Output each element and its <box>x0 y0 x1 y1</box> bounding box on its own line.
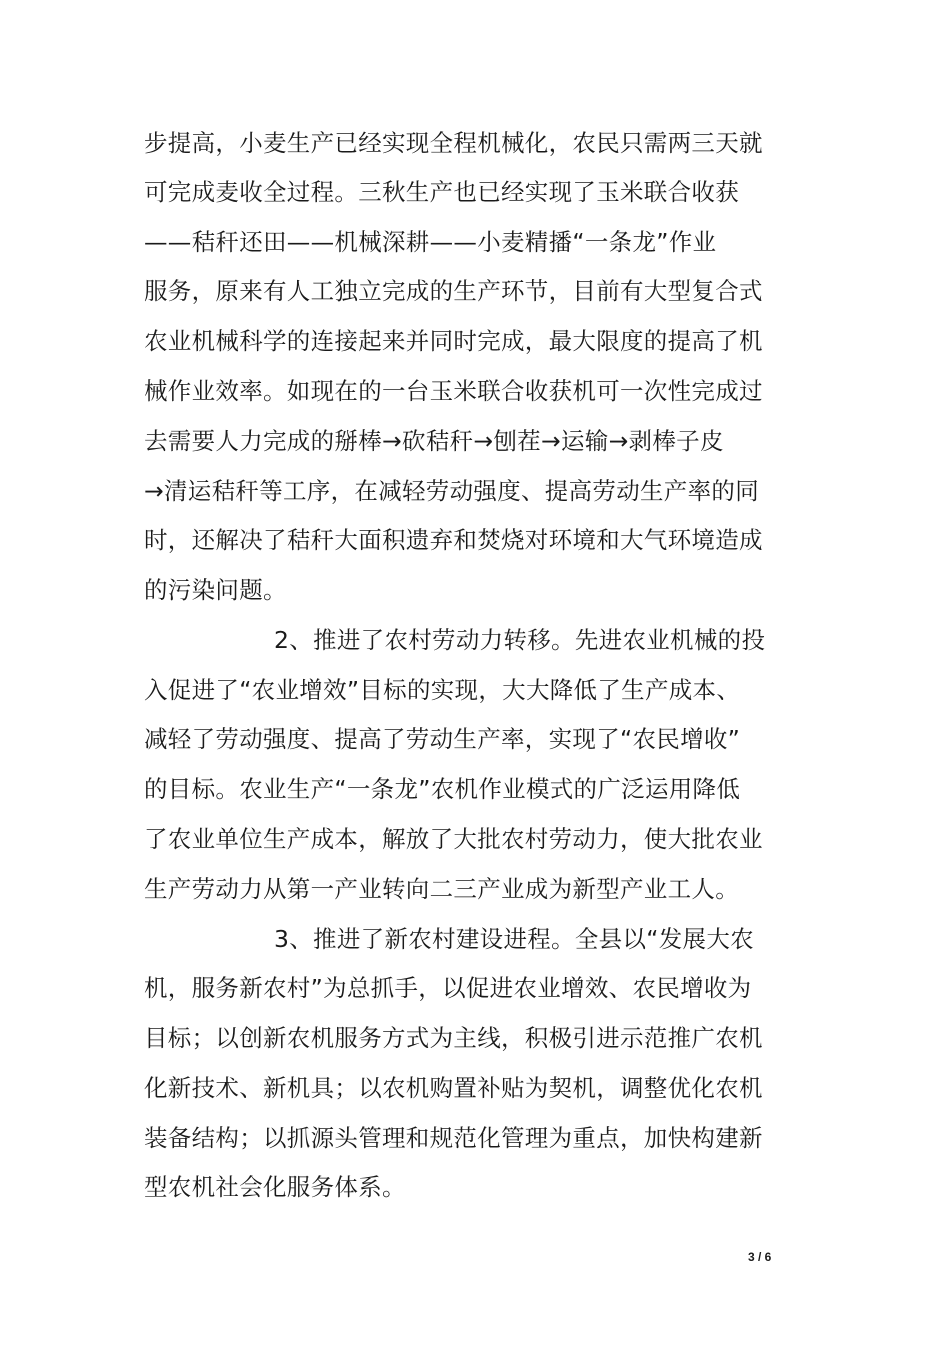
text-line: 装备结构；以抓源头管理和规范化管理为重点，加快构建新 <box>144 1124 763 1152</box>
text-line: 生产劳动力从第一产业转向二三产业成为新型产业工人。 <box>144 875 739 903</box>
paragraph-heading: 2、推进了农村劳动力转移。先进农业机械的投 <box>274 626 766 654</box>
text-line: 时，还解决了秸秆大面积遗弃和焚烧对环境和大气环境造成 <box>144 526 763 554</box>
text-line: 步提高，小麦生产已经实现全程机械化，农民只需两三天就 <box>144 129 763 157</box>
text-line: 服务，原来有人工独立完成的生产环节，目前有大型复合式 <box>144 277 763 305</box>
text-line: 可完成麦收全过程。三秋生产也已经实现了玉米联合收获 <box>144 178 739 206</box>
text-line: 去需要人力完成的掰棒→砍秸秆→刨茬→运输→剥棒子皮 <box>144 427 724 455</box>
text-line: 机，服务新农村”为总抓手，以促进农业增效、农民增收为 <box>144 974 752 1002</box>
text-line: →清运秸秆等工序，在减轻劳动强度、提高劳动生产率的同 <box>144 477 759 505</box>
text-line: 型农机社会化服务体系。 <box>144 1173 406 1201</box>
text-line: 的目标。农业生产“一条龙”农机作业模式的广泛运用降低 <box>144 775 741 803</box>
text-line: ——秸秆还田——机械深耕——小麦精播“一条龙”作业 <box>144 228 717 256</box>
paragraph-heading: 3、推进了新农村建设进程。全县以“发展大农 <box>274 925 754 953</box>
text-line: 化新技术、新机具；以农机购置补贴为契机，调整优化农机 <box>144 1074 763 1102</box>
text-line: 减轻了劳动强度、提高了劳动生产率，实现了“农民增收” <box>144 725 741 753</box>
text-line: 目标；以创新农机服务方式为主线，积极引进示范推广农机 <box>144 1024 763 1052</box>
page-number: 3 / 6 <box>748 1250 772 1264</box>
text-line: 械作业效率。如现在的一台玉米联合收获机可一次性完成过 <box>144 377 763 405</box>
text-line: 了农业单位生产成本，解放了大批农村劳动力，使大批农业 <box>144 825 763 853</box>
text-line: 的污染问题。 <box>144 576 287 604</box>
text-line: 入促进了“农业增效”目标的实现，大大降低了生产成本、 <box>144 676 741 704</box>
text-line: 农业机械科学的连接起来并同时完成，最大限度的提高了机 <box>144 327 763 355</box>
